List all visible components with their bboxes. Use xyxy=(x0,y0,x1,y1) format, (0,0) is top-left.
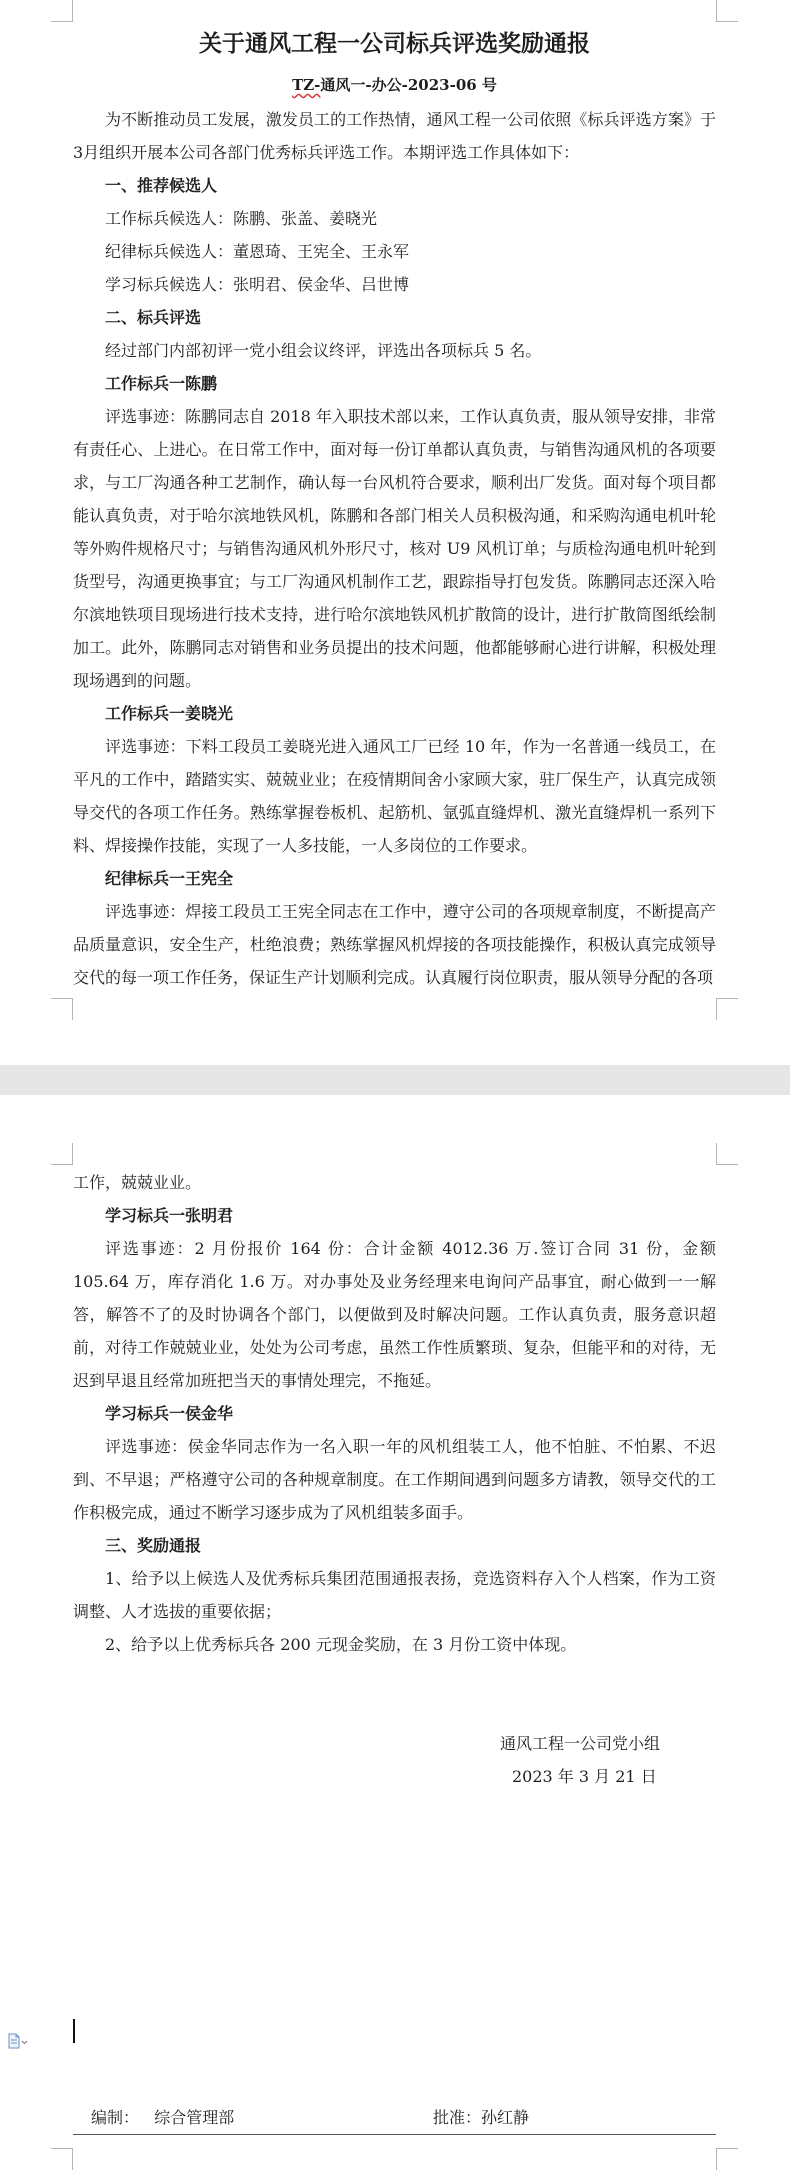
page-separator xyxy=(0,1065,790,1095)
candidate-line-discipline: 纪律标兵候选人：董恩琦、王宪全、王永军 xyxy=(105,242,410,261)
signature-org: 通风工程一公司党小组 xyxy=(500,1734,661,1753)
intro-paragraph: 为不断推动员工发展，激发员工的工作热情，通风工程一公司依照《标兵评选方案》于3月组织开展本公司各部门优秀标兵评选工作。本期评选工作具体如下： xyxy=(73,110,716,162)
document-body-page-1[interactable] xyxy=(73,21,716,994)
document-footer xyxy=(73,2101,716,2135)
award-heading-chen-peng: 工作标兵一陈鹏 xyxy=(105,374,218,393)
document-icon[interactable] xyxy=(6,2032,28,2052)
section-heading-selection: 二、标兵评选 xyxy=(105,308,202,327)
signature-date: 2023 年 3 月 21 日 xyxy=(512,1767,657,1786)
award-heading-jiang-xiaoguang: 工作标兵一姜晓光 xyxy=(105,704,234,723)
award-text-chen-peng: 评选事迹：陈鹏同志自 2018 年入职技术部以来，工作认真负责，服从领导安排，非常有责任心、上进心。在日常工作中，面对每一份订单都认真负责，与销售沟通风机的各项要求，与工厂沟通各种工艺制作，确认每一台风机符合要求，顺利出厂发货。面对每个项目都能认真负责，对于哈尔滨地铁风机，陈鹏和各部门相关人员积极沟通，和采购沟通电机叶轮等外购件规格尺寸；与销售沟通风机外形尺寸，核对 U9 风机订单；与质检沟通电机叶轮到货型号，沟通更换事宜；与工厂沟通风机制作工艺，跟踪指导打包发货。陈鹏同志还深入哈尔滨地铁项目现场进行技术支持，进行哈尔滨地铁风机扩散筒的设计，进行扩散筒图纸绘制加工。此外，陈鹏同志对销售和业务员提出的技术问题，他都能够耐心进行讲解，积极处理现场遇到的问题。 xyxy=(73,407,716,690)
page-corner-mark xyxy=(716,2148,738,2170)
page-corner-mark xyxy=(716,0,738,22)
award-text-wang-xianquan-part1: 评选事迹：焊接工段员工王宪全同志在工作中，遵守公司的各项规章制度，不断提高产品质量意识，安全生产，杜绝浪费；熟练掌握风机焊接的各项技能操作，积极认真完成领导交代的每一项工作任务，保证生产计划顺利完成。认真履行岗位职责，服从领导分配的各项 xyxy=(73,902,716,987)
text-cursor xyxy=(73,2019,75,2043)
blank-line xyxy=(73,1661,716,1727)
page-corner-mark xyxy=(51,0,73,22)
award-text-hou-jinhua: 评选事迹：侯金华同志作为一名入职一年的风机组装工人，他不怕脏、不怕累、不迟到、不早退；严格遵守公司的各种规章制度。在工作期间遇到问题多方请教，领导交代的工作积极完成，通过不断学习逐步成为了风机组装多面手。 xyxy=(73,1437,716,1522)
section-heading-rewards: 三、奖励通报 xyxy=(105,1536,202,1555)
award-text-wang-xianquan-part2: 工作，兢兢业业。 xyxy=(73,1173,202,1192)
award-heading-wang-xianquan: 纪律标兵一王宪全 xyxy=(105,869,234,888)
document-title: 关于通风工程一公司标兵评选奖励通报 xyxy=(199,30,590,57)
document-number-prefix: TZ- xyxy=(292,76,321,94)
document-page-1 xyxy=(0,0,790,1065)
reward-item-1: 1、给予以上候选人及优秀标兵集团范围通报表扬，竞选资料存入个人档案，作为工资调整、人才选拔的重要依据； xyxy=(73,1569,716,1621)
selection-paragraph: 经过部门内部初评一党小组会议终评，评选出各项标兵 5 名。 xyxy=(105,341,542,360)
section-heading-candidates: 一、推荐候选人 xyxy=(105,176,218,195)
award-heading-hou-jinhua: 学习标兵一侯金华 xyxy=(105,1404,234,1423)
document-number xyxy=(73,67,716,103)
footer-editor: 编制： 综合管理部 xyxy=(91,2108,235,2127)
page-corner-mark xyxy=(51,998,73,1020)
award-heading-zhang-mingjun: 学习标兵一张明君 xyxy=(105,1206,234,1225)
document-body-page-2[interactable] xyxy=(73,1166,716,1793)
reward-item-2: 2、给予以上优秀标兵各 200 元现金奖励，在 3 月份工资中体现。 xyxy=(105,1635,577,1654)
document-number-rest: 通风一-办公-2023-06 号 xyxy=(320,76,497,94)
page-corner-mark xyxy=(716,1143,738,1165)
footer-approver: 批准：孙红静 xyxy=(433,2108,530,2127)
candidate-line-work: 工作标兵候选人：陈鹏、张盖、姜晓光 xyxy=(105,209,378,228)
document-page-2 xyxy=(0,1095,790,2170)
page-corner-mark xyxy=(716,998,738,1020)
award-text-jiang-xiaoguang: 评选事迹：下料工段员工姜晓光进入通风工厂已经 10 年，作为一名普通一线员工，在平凡的工作中，踏踏实实、兢兢业业；在疫情期间舍小家顾大家，驻厂保生产，认真完成领导交代的各项工作任务。熟练掌握卷板机、起筋机、氩弧直缝焊机、激光直缝焊机一系列下料、焊接操作技能，实现了一人多技能，一人多岗位的工作要求。 xyxy=(73,737,716,855)
page-corner-mark xyxy=(51,2148,73,2170)
award-text-zhang-mingjun: 评选事迹：2 月份报价 164 份：合计金额 4012.36 万.签订合同 31 份，金额 105.64 万，库存消化 1.6 万。对办事处及业务经理来电询问产品事宜，耐心做到一一解答，解答不了的及时协调各个部门，以便做到及时解决问题。工作认真负责，服务意识超前，对待工作兢兢业业，处处为公司考虑，虽然工作性质繁琐、复杂，但能平和的对待，无迟到早退且经常加班把当天的事情处理完，不拖延。 xyxy=(73,1239,716,1390)
page-corner-mark xyxy=(51,1143,73,1165)
candidate-line-study: 学习标兵候选人：张明君、侯金华、吕世博 xyxy=(105,275,410,294)
